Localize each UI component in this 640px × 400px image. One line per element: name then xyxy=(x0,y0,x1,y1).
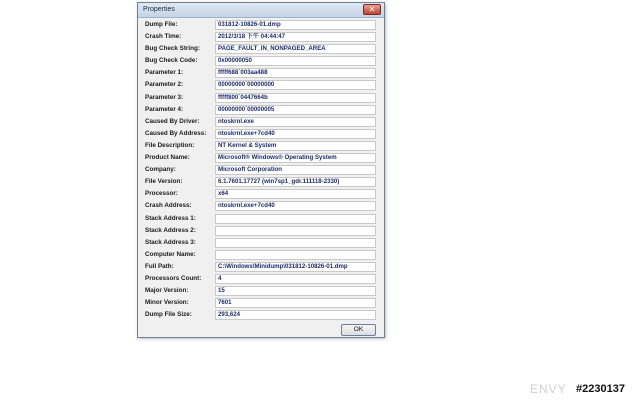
property-value-field[interactable]: x64 xyxy=(215,189,376,199)
property-row xyxy=(138,309,384,321)
property-value-field[interactable]: NT Kernel & System xyxy=(215,141,376,151)
property-label: Bug Check String: xyxy=(145,45,200,53)
property-row xyxy=(138,285,384,297)
property-label: Parameter 4: xyxy=(145,105,184,113)
property-label: Processors Count: xyxy=(145,274,202,282)
property-value-field[interactable]: 031812-10826-01.dmp xyxy=(215,20,376,30)
property-value-field[interactable]: ntoskrnl.exe xyxy=(215,117,376,127)
property-row xyxy=(138,116,384,128)
property-label: Processor: xyxy=(145,190,178,198)
property-label: Bug Check Code: xyxy=(145,57,198,65)
close-icon: ✕ xyxy=(368,5,376,14)
property-value-field[interactable] xyxy=(215,250,376,260)
property-value-field[interactable]: 6.1.7601.17727 (win7sp1_gdr.111118-2330) xyxy=(215,177,376,187)
property-row xyxy=(138,43,384,55)
property-label: Parameter 2: xyxy=(145,81,184,89)
property-label: Computer Name: xyxy=(145,250,196,258)
property-row xyxy=(138,92,384,104)
property-value-field[interactable]: C:\Windows\Minidump\031812-10826-01.dmp xyxy=(215,262,376,272)
property-row xyxy=(138,31,384,43)
properties-list xyxy=(138,19,384,321)
property-value-field[interactable]: 00000000`00000005 xyxy=(215,105,376,115)
property-value-field[interactable]: fffff688`003aa488 xyxy=(215,68,376,78)
property-row xyxy=(138,67,384,79)
property-value-field[interactable]: 15 xyxy=(215,286,376,296)
property-label: Minor Version: xyxy=(145,299,189,307)
window-title: Properties xyxy=(143,6,175,13)
close-button[interactable] xyxy=(363,4,381,15)
property-row xyxy=(138,200,384,212)
property-row xyxy=(138,273,384,285)
properties-dialog xyxy=(137,2,385,338)
property-value-field[interactable]: 0x00000050 xyxy=(215,56,376,66)
property-label: Major Version: xyxy=(145,287,189,295)
property-value-field[interactable]: 00000000`00000000 xyxy=(215,80,376,90)
property-value-field[interactable]: ntoskrnl.exe+7cd40 xyxy=(215,129,376,139)
property-label: Crash Address: xyxy=(145,202,192,210)
property-value-field[interactable]: 293,624 xyxy=(215,310,376,320)
property-row xyxy=(138,176,384,188)
property-label: Stack Address 2: xyxy=(145,226,196,234)
property-value-field[interactable]: 4 xyxy=(215,274,376,284)
property-row xyxy=(138,188,384,200)
property-row xyxy=(138,237,384,249)
property-label: Caused By Driver: xyxy=(145,117,200,125)
property-row xyxy=(138,19,384,31)
property-value-field[interactable] xyxy=(215,226,376,236)
property-label: Product Name: xyxy=(145,154,190,162)
property-value-field[interactable]: 7601 xyxy=(215,298,376,308)
post-id-label: #2230137 xyxy=(576,383,625,395)
property-row xyxy=(138,128,384,140)
property-row xyxy=(138,261,384,273)
property-row xyxy=(138,213,384,225)
property-label: File Description: xyxy=(145,141,195,149)
property-label: Stack Address 3: xyxy=(145,238,196,246)
property-value-field[interactable]: 2012/3/18 下午 04:44:47 xyxy=(215,32,376,42)
property-value-field[interactable]: PAGE_FAULT_IN_NONPAGED_AREA xyxy=(215,44,376,54)
property-value-field[interactable]: ntoskrnl.exe+7cd40 xyxy=(215,201,376,211)
property-label: Stack Address 1: xyxy=(145,214,196,222)
watermark-logo: ENVY xyxy=(530,382,567,396)
property-row xyxy=(138,152,384,164)
property-row xyxy=(138,297,384,309)
property-label: Company: xyxy=(145,166,176,174)
property-label: Full Path: xyxy=(145,262,174,270)
property-label: Crash Time: xyxy=(145,33,182,41)
property-label: File Version: xyxy=(145,178,183,186)
property-row xyxy=(138,225,384,237)
property-row xyxy=(138,164,384,176)
property-label: Parameter 3: xyxy=(145,93,184,101)
property-label: Dump File Size: xyxy=(145,311,192,319)
title-bar[interactable] xyxy=(138,3,384,18)
property-value-field[interactable] xyxy=(215,238,376,248)
property-row xyxy=(138,104,384,116)
property-value-field[interactable]: fffff800`0447664b xyxy=(215,93,376,103)
property-row xyxy=(138,249,384,261)
property-value-field[interactable] xyxy=(215,214,376,224)
property-value-field[interactable]: Microsoft® Windows® Operating System xyxy=(215,153,376,163)
ok-button[interactable]: OK xyxy=(341,324,376,336)
property-label: Caused By Address: xyxy=(145,129,207,137)
property-row xyxy=(138,140,384,152)
property-row xyxy=(138,79,384,91)
property-value-field[interactable]: Microsoft Corporation xyxy=(215,165,376,175)
property-row xyxy=(138,55,384,67)
property-label: Parameter 1: xyxy=(145,69,184,77)
property-label: Dump File: xyxy=(145,21,178,28)
